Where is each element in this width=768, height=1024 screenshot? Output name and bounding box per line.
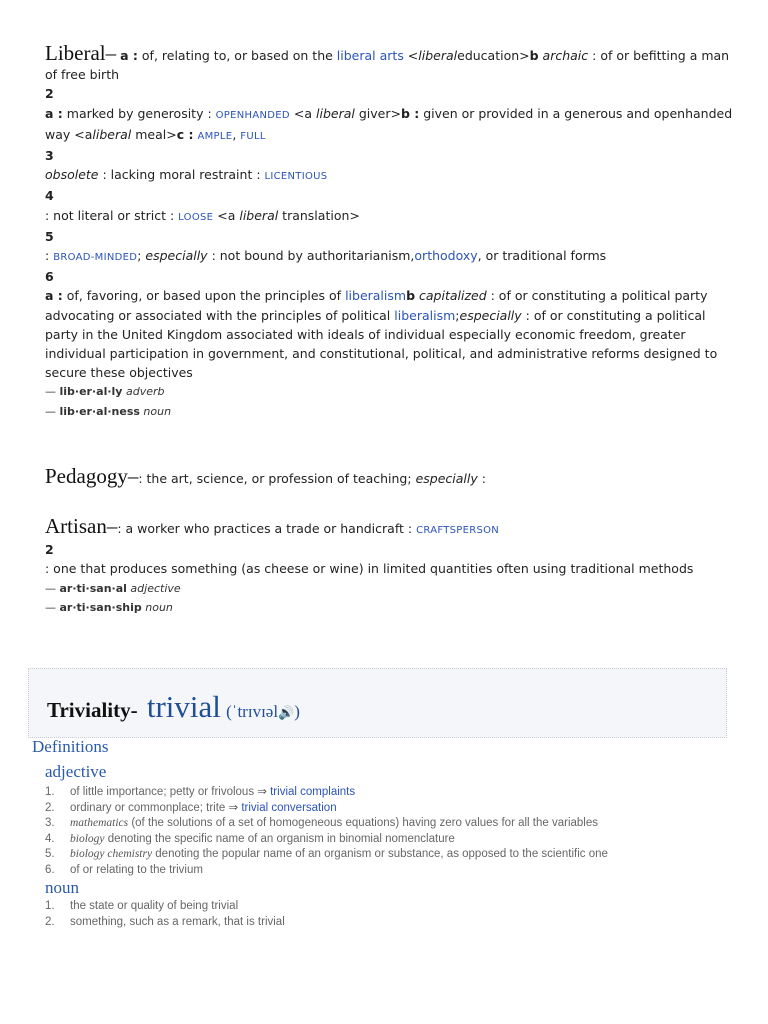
list-item: 5. biology chemistry denoting the popular name of an organism or substance, as opposed to the scientific one xyxy=(45,848,608,860)
list-item: 2. something, such as a remark, that is trivial xyxy=(45,915,285,928)
link-broad-minded[interactable]: BROAD-MINDED xyxy=(53,252,138,264)
link-liberalism-2[interactable]: liberalism xyxy=(394,307,456,323)
link-openhanded[interactable]: OPENHANDED xyxy=(215,109,290,121)
derived-word: — ar·ti·san·ship noun xyxy=(45,600,173,614)
entry-head-triviality: Triviality- xyxy=(47,698,138,722)
sense-5: : BROAD-MINDED; especially : not bound by authoritarianism,orthodoxy, or traditional forms xyxy=(45,248,607,264)
sense-number: 6 xyxy=(45,269,54,285)
sense-number: 2 xyxy=(45,86,54,102)
pronunciation: (ˈtrɪvɪəl🔊) xyxy=(226,702,300,721)
derived-word: — lib·er·al·ness noun xyxy=(45,404,172,418)
link-orthodoxy[interactable]: orthodoxy xyxy=(414,248,478,264)
entry-pedagogy: Pedagogy–: the art, science, or profession of teaching; especially : xyxy=(45,464,486,488)
arrow-icon: ⇒ xyxy=(257,786,267,798)
link-full[interactable]: FULL xyxy=(240,130,266,142)
pos-heading-noun: noun xyxy=(45,878,79,897)
list-item: 1. of little importance; petty or frivolous ⇒ trivial complaints xyxy=(45,786,356,798)
list-item: 6. of or relating to the trivium xyxy=(45,863,203,876)
sense-2: : one that produces something (as cheese or wine) in limited quantities often using traditional methods xyxy=(45,561,694,577)
sense-6: a : of, favoring, or based upon the principles of liberalismb capitalized : of or constituting a political party advocating or associated with the principles of political liberalism;especially : of or constituting a political party in the United Kingdom associated with ideals of individual especially economic freedom, greater individual participation in government, and constitutional, political, and administrative reforms designed to secure these objectives xyxy=(45,288,718,381)
trivial-header xyxy=(47,689,300,725)
example-link[interactable]: trivial conversation xyxy=(238,801,337,814)
sense-number: 4 xyxy=(45,188,54,204)
derived-word: — lib·er·al·ly adverb xyxy=(45,385,165,399)
sense-2: a : marked by generosity : OPENHANDED <a liberal giver>b : given or provided in a generous and openhanded way <aliberal meal>c : AMPLE, FULL xyxy=(45,105,733,142)
link-liberal-arts[interactable]: liberal arts xyxy=(336,48,404,63)
link-loose[interactable]: LOOSE xyxy=(178,211,214,223)
adjective-definitions xyxy=(45,785,608,878)
sense-3: obsolete : lacking moral restraint : LICENTIOUS xyxy=(45,167,328,183)
headword: trivial xyxy=(146,689,221,724)
sense-4: : not literal or strict : LOOSE <a liberal translation> xyxy=(45,207,360,223)
entry-artisan: Artisan–: a worker who practices a trade or handicraft : CRAFTSPERSON 2 : one that produces something (as cheese or wine) in limited quantities often using traditional methods — ar·ti·san·al adjective — ar·ti·san·ship noun xyxy=(45,517,735,617)
list-item: 3. mathematics (of the solutions of a set of homogeneous equations) having zero values for all the variables xyxy=(45,817,599,829)
domain-label: biology chemistry xyxy=(70,848,153,860)
list-item: 2. ordinary or commonplace; trite ⇒ trivial conversation xyxy=(45,801,337,814)
definitions-heading: Definitions xyxy=(32,737,109,756)
link-craftsperson[interactable]: CRAFTSPERSON xyxy=(416,525,500,536)
example-link[interactable]: trivial complaints xyxy=(266,786,356,798)
list-item: 1. the state or quality of being trivial xyxy=(45,900,239,912)
entry-head-artisan: Artisan– xyxy=(45,514,118,538)
link-ample[interactable]: AMPLE xyxy=(197,130,233,142)
arrow-icon: ⇒ xyxy=(228,801,239,814)
sense-number: 3 xyxy=(45,148,54,164)
entry-head-pedagogy: Pedagogy– xyxy=(45,464,139,488)
link-licentious[interactable]: LICENTIOUS xyxy=(264,171,328,183)
speaker-icon[interactable]: 🔊 xyxy=(278,705,295,720)
derived-word: — ar·ti·san·al adjective xyxy=(45,581,181,595)
list-item: 4. biology denoting the specific name of an organism in binomial nomenclature xyxy=(45,832,455,845)
link-liberalism[interactable]: liberalism xyxy=(345,288,407,304)
entry-head-liberal: Liberal– xyxy=(45,41,117,65)
domain-label: mathematics xyxy=(70,817,129,829)
sense-number: 5 xyxy=(45,228,54,244)
noun-definitions xyxy=(45,899,285,930)
trivial-header-box xyxy=(28,668,727,738)
domain-label: biology xyxy=(70,832,105,845)
entry-liberal: Liberal– a : of, relating to, or based on the liberal arts <liberaleducation>b archaic : of or befitting a man of free birth 2 a : marked by generosity : OPENHANDED <a liberal giver>b : given or provided in a generous and openhanded way <aliberal meal>c : AMPLE, FULL 3 obsolete : lacking moral restraint : LICENTIOUS 4 : not literal or strict : LOOSE <a liberal translation> 5 : BROAD-MINDED; especially : not bound by authoritarianism,orthodoxy, or traditional forms 6 a : of, favoring, or based upon the principles of liberalismb capitalized : of or constituting a political party advocating or associated with the principles of political liberalism;especially : of or constituting a political party in the United Kingdom associated with ideals of individual especially economic freedom, greater individual participation in government, and constitutional, political, and administrative reforms designed to secure these objectives — lib·er·al·ly adverb — lib·er·al·ness noun xyxy=(45,44,735,421)
pos-heading-adjective: adjective xyxy=(45,762,107,781)
sense-number: 2 xyxy=(45,542,54,558)
